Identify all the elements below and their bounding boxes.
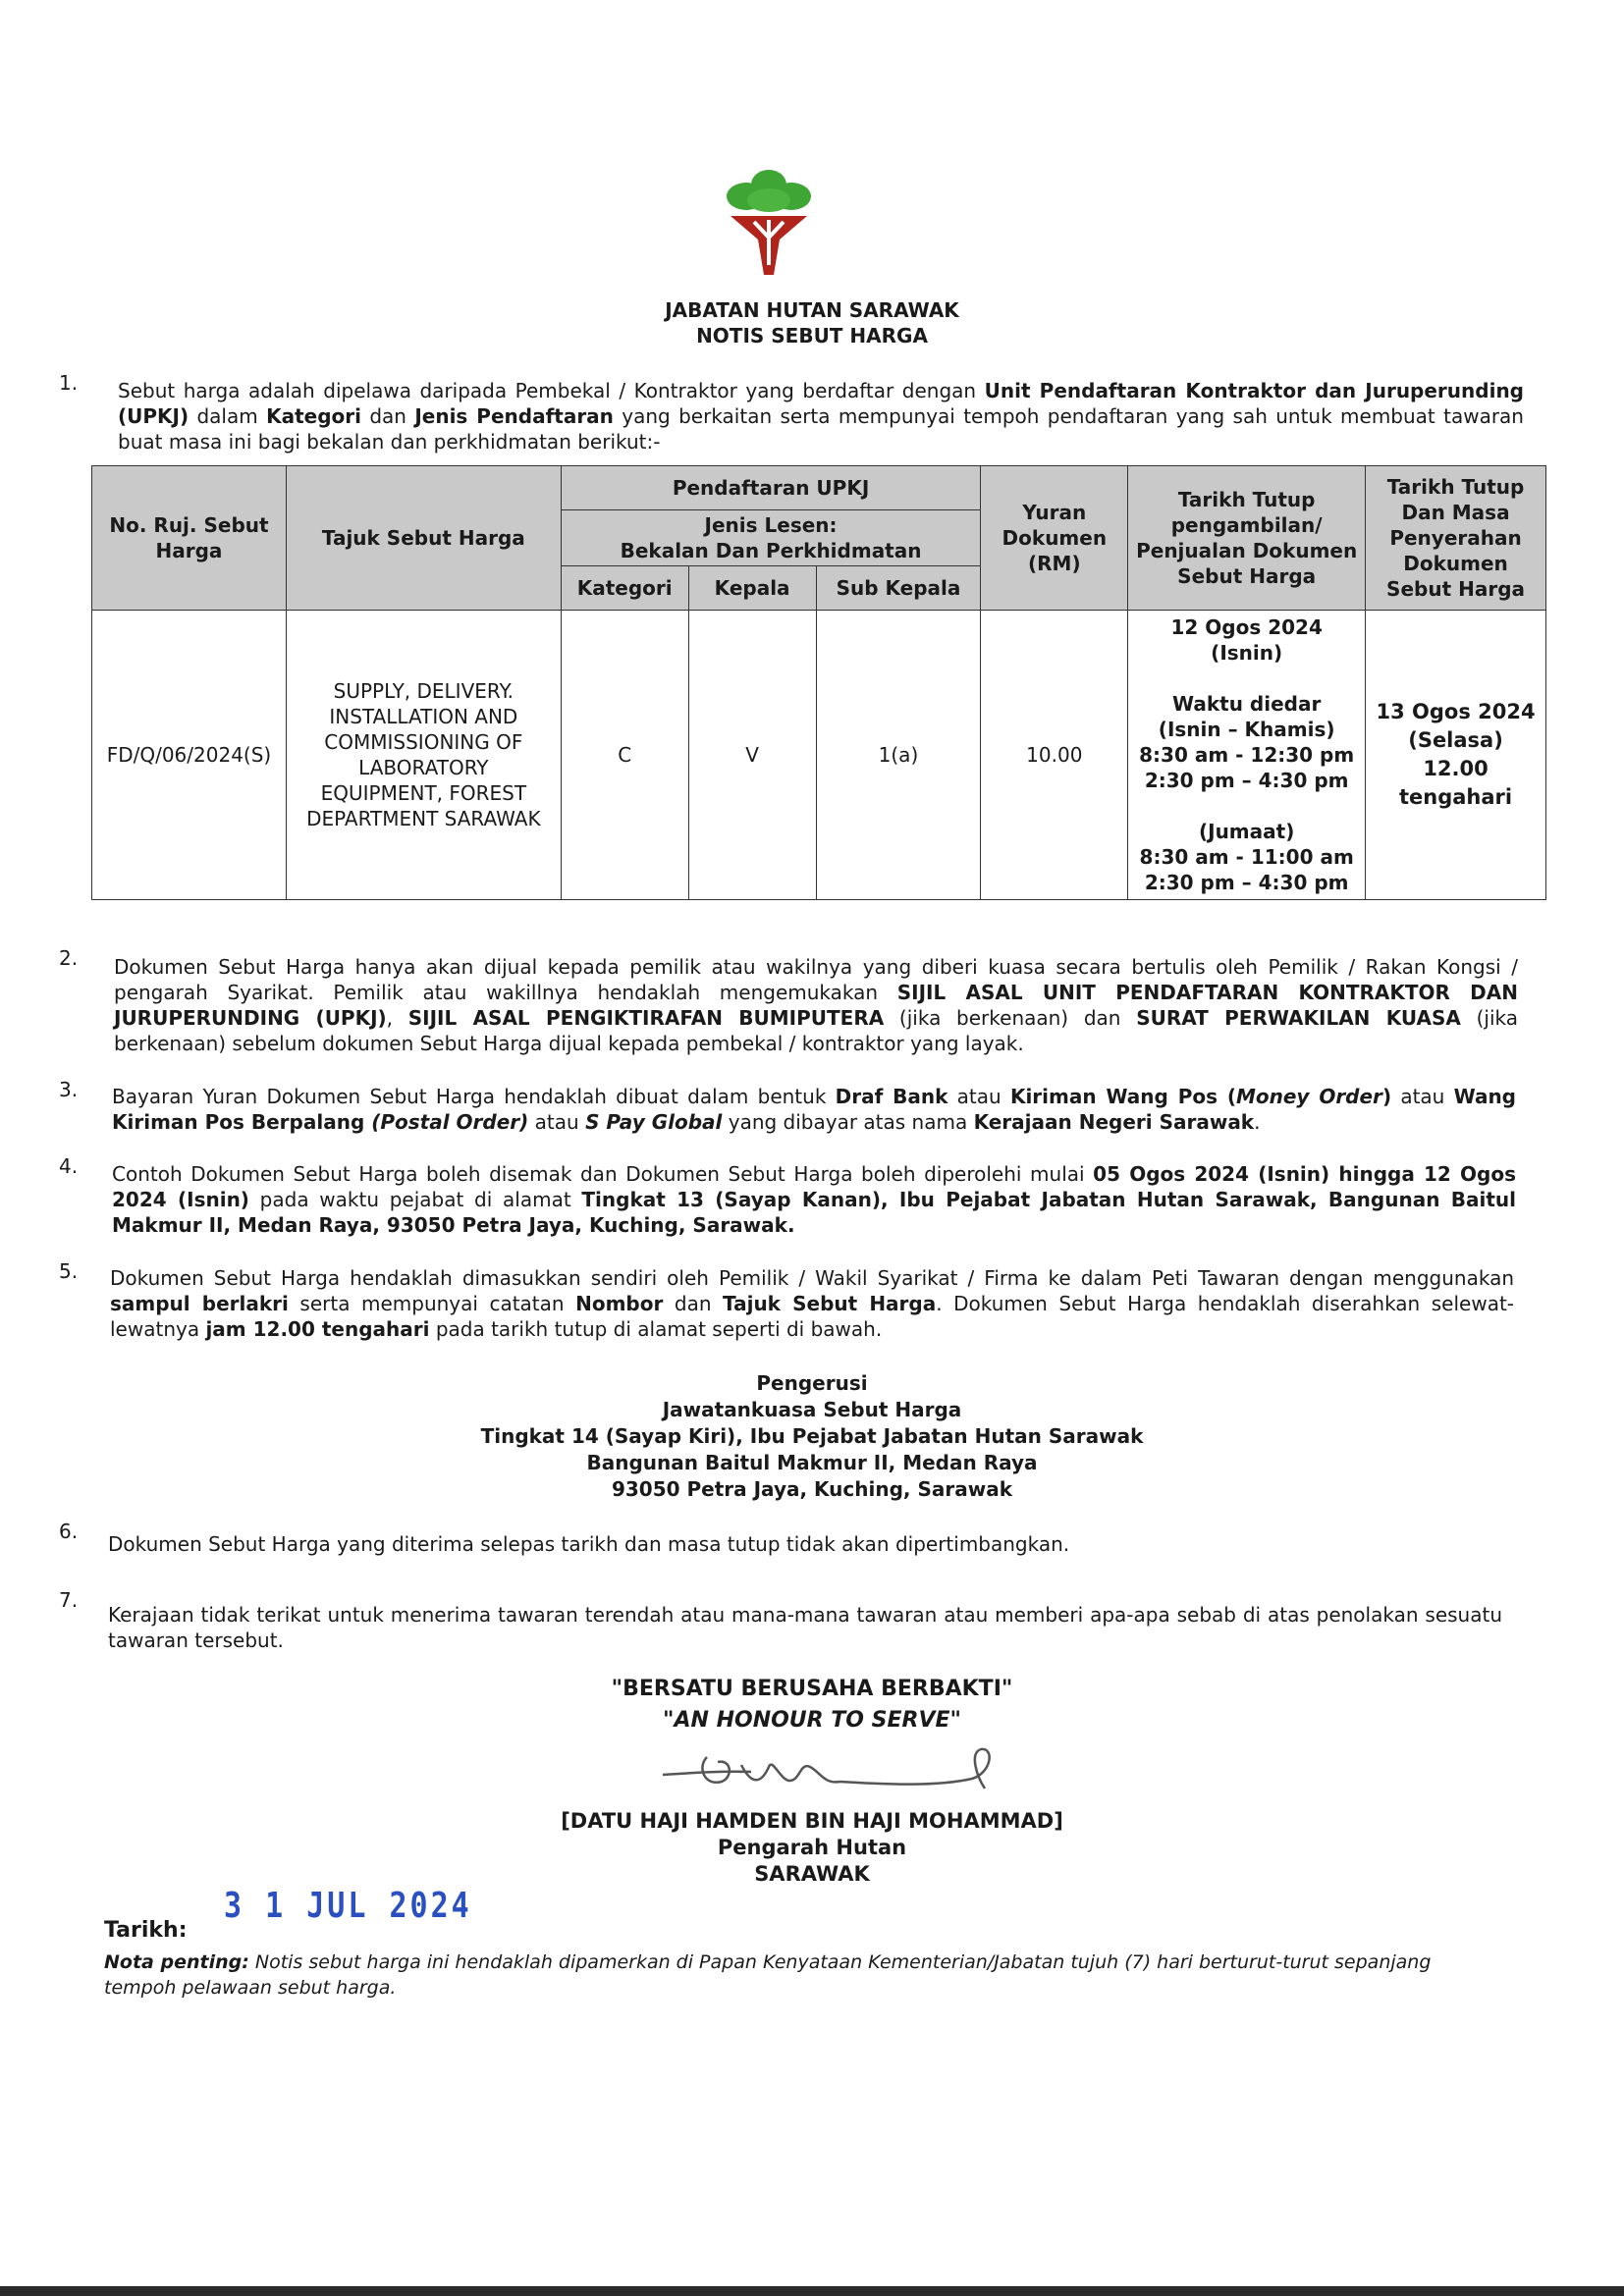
signatory-state: SARAWAK	[754, 1862, 870, 1886]
text: dan	[360, 404, 415, 428]
text: (jika berkenaan) sebelum dokumen Sebut Harga dijual kepada pembekal / kontraktor yang layak.	[114, 1006, 1519, 1055]
text: ,	[386, 1006, 408, 1030]
paragraph-7: Kerajaan tidak terikat untuk menerima tawaran terendah atau mana-mana tawaran atau memberi apa-apa sebab di atas penolakan sesuatu tawaran tersebut.	[108, 1603, 1502, 1652]
text: . Dokumen Sebut Harga hendaklah diserahkan selewat-lewatnya	[110, 1292, 1515, 1341]
cell-subhead: 1(a)	[816, 611, 981, 900]
cell-fee: 10.00	[981, 611, 1128, 900]
motto-malay: "BERSATU BERUSAHA BERBAKTI"	[611, 1677, 1013, 1701]
item-number: 7.	[59, 1588, 79, 1612]
bold-italic-text: (Postal Order)	[371, 1110, 529, 1134]
bold-text: 05 Ogos 2024 (Isnin) hingga 12 Ogos 2024 (Isnin)	[112, 1162, 1516, 1211]
header-head: Kepala	[688, 566, 816, 611]
paragraph-6: Dokumen Sebut Harga yang diterima selepas tarikh dan masa tutup tidak akan dipertimbangkan.	[108, 1532, 1070, 1556]
text: yang berkaitan serta mempunyai tempoh pendaftaran yang sah untuk membuat tawaran buat masa ini bagi bekalan dan perkhidmatan berikut:-	[118, 404, 1524, 454]
cell-submit-close: 13 Ogos 2024 (Selasa) 12.00 tengahari	[1366, 611, 1546, 900]
header-license-type: Jenis Lesen: Bekalan Dan Perkhidmatan	[561, 510, 981, 566]
item-number: 2.	[59, 946, 79, 970]
bold-text: SURAT PERWAKILAN KUASA	[1136, 1006, 1461, 1030]
bold-text: Nombor	[575, 1292, 664, 1315]
bold-text: SIJIL ASAL UNIT PENDAFTARAN KONTRAKTOR DAN JURUPERUNDING (UPKJ)	[114, 981, 1518, 1030]
text: Dokumen Sebut Harga hanya akan dijual kepada pemilik atau wakilnya yang diberi kuasa secara bertulis oleh Pemilik / Rakan Kongsi / pengarah Syarikat. Pemilik atau wakillnya hendaklah mengemukakan	[114, 955, 1518, 1004]
text: Contoh Dokumen Sebut Harga boleh disemak dan Dokumen Sebut Harga boleh diperolehi mulai	[112, 1162, 1094, 1186]
department-name: JABATAN HUTAN SARAWAK	[665, 298, 959, 322]
header-subhead: Sub Kepala	[816, 566, 981, 611]
text: Dokumen Sebut Harga hendaklah dimasukkan sendiri oleh Pemilik / Wakil Syarikat / Firma ke dalam Peti Tawaran dengan menggunakan	[110, 1266, 1514, 1290]
bold-text: Unit Pendaftaran Kontraktor dan Juruperunding (UPKJ)	[118, 379, 1525, 428]
handwritten-signature-icon	[653, 1737, 1006, 1806]
important-note	[104, 1949, 1489, 2001]
header-category: Kategori	[561, 566, 688, 611]
text: (jika berkenaan) dan	[884, 1006, 1137, 1030]
bold-text: Kiriman Wang Pos (	[1009, 1085, 1236, 1108]
text: yang dibayar atas nama	[722, 1110, 974, 1134]
address-line: Tingkat 14 (Sayap Kiri), Ibu Pejabat Jabatan Hutan Sarawak	[480, 1424, 1144, 1448]
paragraph-1	[118, 378, 1524, 454]
item-number: 4.	[59, 1154, 79, 1178]
address-block	[0, 1370, 1624, 1503]
item-number: 6.	[59, 1520, 79, 1543]
header-fee: Yuran Dokumen (RM)	[981, 466, 1128, 611]
cell-title: SUPPLY, DELIVERY. INSTALLATION AND COMMISSIONING OF LABORATORY EQUIPMENT, FOREST DEPARTMENT SARAWAK	[286, 611, 561, 900]
bold-text: sampul berlakri	[110, 1292, 289, 1315]
paragraph-5	[110, 1265, 1514, 1342]
table-row	[92, 611, 1546, 900]
address-line: Pengerusi	[756, 1371, 868, 1395]
header-ref-no: No. Ruj. Sebut Harga	[92, 466, 287, 611]
note-text: Notis sebut harga ini hendaklah dipamerkan di Papan Kenyataan Kementerian/Jabatan tujuh (7) hari berturut-turut sepanjang tempoh pelawaan sebut harga.	[104, 1951, 1432, 1999]
text: Sebut harga adalah dipelawa daripada Pembekal / Kontraktor yang berdaftar dengan	[118, 379, 985, 402]
address-line: Bangunan Baitul Makmur II, Medan Raya	[586, 1451, 1038, 1474]
text: pada tarikh tutup di alamat seperti di bawah.	[429, 1317, 883, 1341]
date-stamp: 3 1 JUL 2024	[224, 1885, 472, 1927]
bold-text: SIJIL ASAL PENGIKTIRAFAN BUMIPUTERA	[407, 1006, 885, 1030]
note-label: Nota penting:	[104, 1951, 249, 1973]
paragraph-3	[112, 1084, 1516, 1135]
bold-text: Draf Bank	[835, 1085, 948, 1108]
cell-sale-close: 12 Ogos 2024 (Isnin) Waktu diedar (Isnin – Khamis) 8:30 am - 12:30 pm 2:30 pm – 4:30 pm (Jumaat) 8:30 am - 11:00 am 2:30 pm – 4:30 pm	[1128, 611, 1366, 900]
paragraph-4	[112, 1161, 1516, 1238]
item-number: 1.	[59, 371, 79, 395]
bold-text: Wang Kiriman Pos Berpalang	[112, 1085, 1516, 1134]
forest-department-logo-icon	[725, 167, 813, 275]
motto-english: "AN HONOUR TO SERVE"	[663, 1708, 961, 1733]
address-line: 93050 Petra Jaya, Kuching, Sarawak	[611, 1477, 1013, 1501]
bold-text: Tajuk Sebut Harga	[723, 1292, 937, 1315]
bold-italic-text: S Pay Global	[585, 1110, 723, 1134]
cell-head: V	[688, 611, 816, 900]
header-title: Tajuk Sebut Harga	[286, 466, 561, 611]
scan-edge	[0, 2286, 1624, 2296]
text: serta mempunyai catatan	[288, 1292, 576, 1315]
header-submit-close: Tarikh Tutup Dan Masa Penyerahan Dokumen Sebut Harga	[1366, 466, 1546, 611]
bold-text: Jenis Pendaftaran	[414, 404, 614, 428]
quotation-table	[91, 465, 1546, 900]
bold-text: )	[1381, 1085, 1392, 1108]
text: dalam	[189, 404, 267, 428]
text: atau	[1391, 1085, 1454, 1108]
text: atau	[947, 1085, 1010, 1108]
page-title: NOTIS SEBUT HARGA	[696, 324, 928, 347]
text: dan	[663, 1292, 724, 1315]
signatory-position: Pengarah Hutan	[717, 1836, 907, 1859]
signatory-block	[0, 1808, 1624, 1888]
signatory-name: [DATU HAJI HAMDEN BIN HAJI MOHAMMAD]	[561, 1809, 1063, 1833]
header-sale-close: Tarikh Tutup pengambilan/ Penjualan Dokumen Sebut Harga	[1128, 466, 1366, 611]
paragraph-2	[114, 954, 1518, 1056]
bold-text: Kategori	[266, 404, 361, 428]
item-number: 3.	[59, 1078, 79, 1101]
text: Bayaran Yuran Dokumen Sebut Harga hendaklah dibuat dalam bentuk	[112, 1085, 836, 1108]
item-number: 5.	[59, 1259, 79, 1283]
text: .	[1254, 1110, 1261, 1134]
cell-ref-no: FD/Q/06/2024(S)	[92, 611, 287, 900]
address-line: Jawatankuasa Sebut Harga	[662, 1398, 962, 1421]
cell-category: C	[561, 611, 688, 900]
bold-italic-text: Money Order	[1235, 1085, 1382, 1108]
text: pada waktu pejabat di alamat	[248, 1188, 582, 1211]
text: atau	[528, 1110, 586, 1134]
bold-text: Kerajaan Negeri Sarawak	[973, 1110, 1255, 1134]
bold-text: jam 12.00 tengahari	[205, 1317, 430, 1341]
bold-text: Tingkat 13 (Sayap Kanan), Ibu Pejabat Jabatan Hutan Sarawak, Bangunan Baitul Makmur II, Medan Raya, 93050 Petra Jaya, Kuching, Sarawak.	[112, 1188, 1517, 1237]
header-upkj: Pendaftaran UPKJ	[561, 466, 981, 510]
date-label: Tarikh:	[104, 1918, 188, 1943]
